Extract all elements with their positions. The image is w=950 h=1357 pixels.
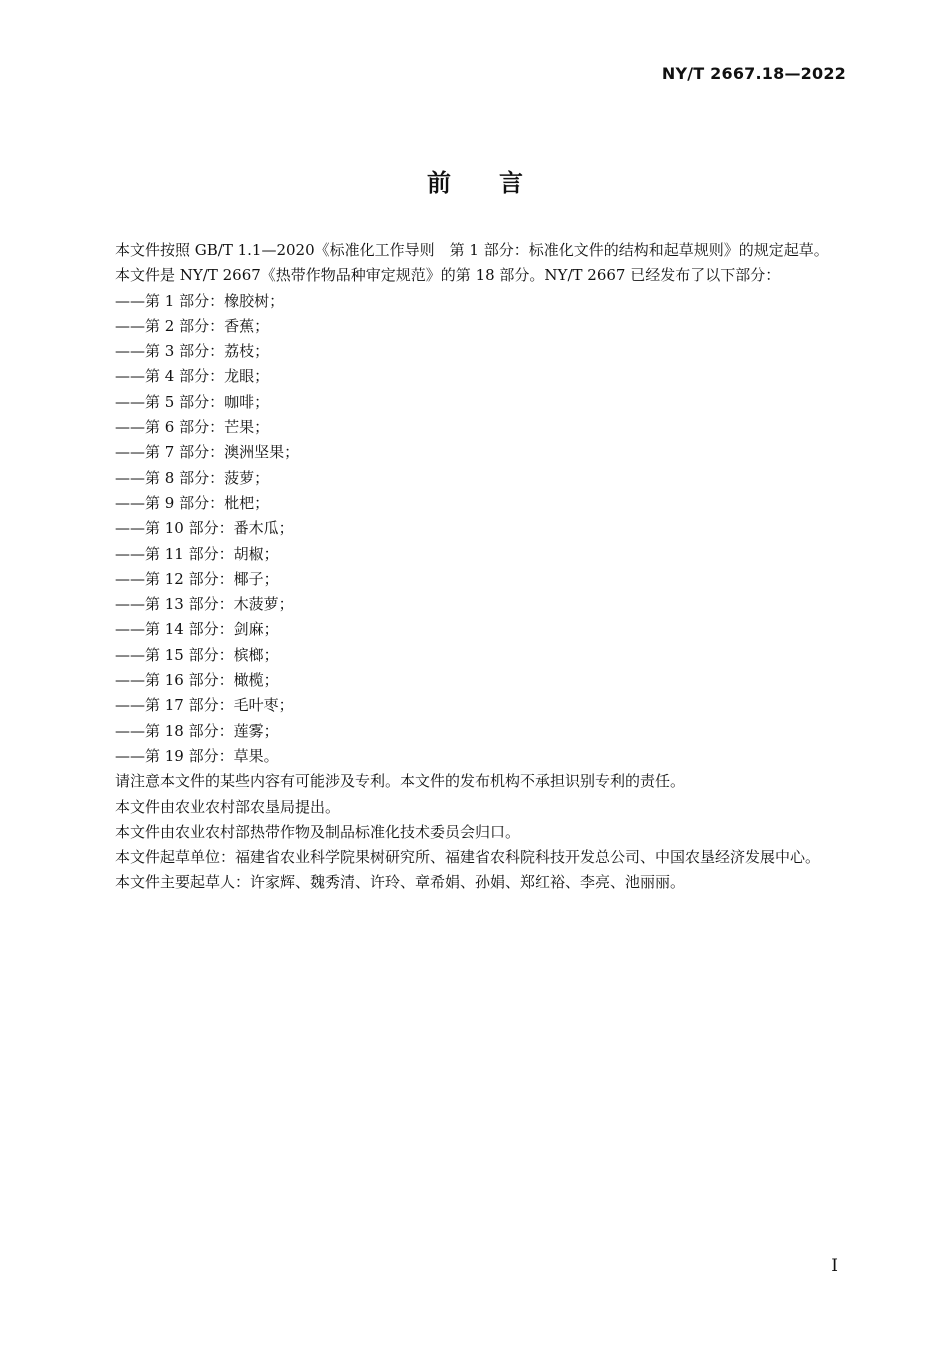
list-item: ——第 8 部分：菠萝；	[115, 468, 270, 487]
list-item: ——第 17 部分：毛叶枣；	[115, 696, 294, 715]
list-item: ——第 1 部分：橡胶树；	[115, 291, 285, 310]
list-item: ——第 7 部分：澳洲坚果；	[115, 443, 300, 462]
foreword-body	[85, 238, 850, 896]
list-item: ——第 5 部分：咖啡；	[115, 392, 270, 411]
list-item: ——第 15 部分：槟榔；	[115, 645, 279, 664]
list-item: ——第 4 部分：龙眼；	[115, 367, 270, 386]
series-statement-paragraph: 本文件是 NY/T 2667《热带作物品种审定规范》的第 18 部分。NY/T 2667 已经发布了以下部分：	[115, 266, 781, 285]
list-item: ——第 16 部分：橄榄；	[115, 671, 279, 690]
list-item: ——第 13 部分：木菠萝；	[115, 595, 294, 614]
page-number: I	[831, 1256, 838, 1276]
list-item: ——第 10 部分：番木瓜；	[115, 519, 294, 538]
list-item: ——第 11 部分：胡椒；	[115, 544, 279, 563]
drafting-units-paragraph: 本文件起草单位：福建省农业科学院果树研究所、福建省农科院科技开发总公司、中国农垦经济发展中心。	[115, 848, 821, 867]
list-item: ——第 14 部分：剑麻；	[115, 620, 279, 639]
list-item: ——第 19 部分：草果。	[115, 746, 279, 765]
drafting-basis-paragraph: 本文件按照 GB/T 1.1—2020《标准化工作导则 第 1 部分：标准化文件的结构和起草规则》的规定起草。	[115, 241, 829, 259]
list-item: ——第 6 部分：芒果；	[115, 418, 270, 437]
list-item: ——第 3 部分：荔枝；	[115, 342, 270, 361]
main-drafters-paragraph: 本文件主要起草人：许家辉、魏秀清、许玲、章希娟、孙娟、郑红裕、李亮、池丽丽。	[115, 873, 686, 892]
list-item: ——第 18 部分：莲雾；	[115, 721, 279, 740]
list-item: ——第 9 部分：枇杷；	[115, 493, 270, 512]
page-title: 前言	[427, 169, 571, 197]
standard-code: NY/T 2667.18—2022	[661, 64, 846, 83]
list-item: ——第 2 部分：香蕉；	[115, 316, 270, 335]
jurisdiction-paragraph: 本文件由农业农村部热带作物及制品标准化技术委员会归口。	[115, 822, 521, 841]
proposed-by-paragraph: 本文件由农业农村部农垦局提出。	[115, 797, 341, 816]
parts-list	[85, 289, 850, 770]
list-item: ——第 12 部分：椰子；	[115, 569, 279, 588]
patent-notice-paragraph: 请注意本文件的某些内容有可能涉及专利。本文件的发布机构不承担识别专利的责任。	[115, 772, 686, 791]
